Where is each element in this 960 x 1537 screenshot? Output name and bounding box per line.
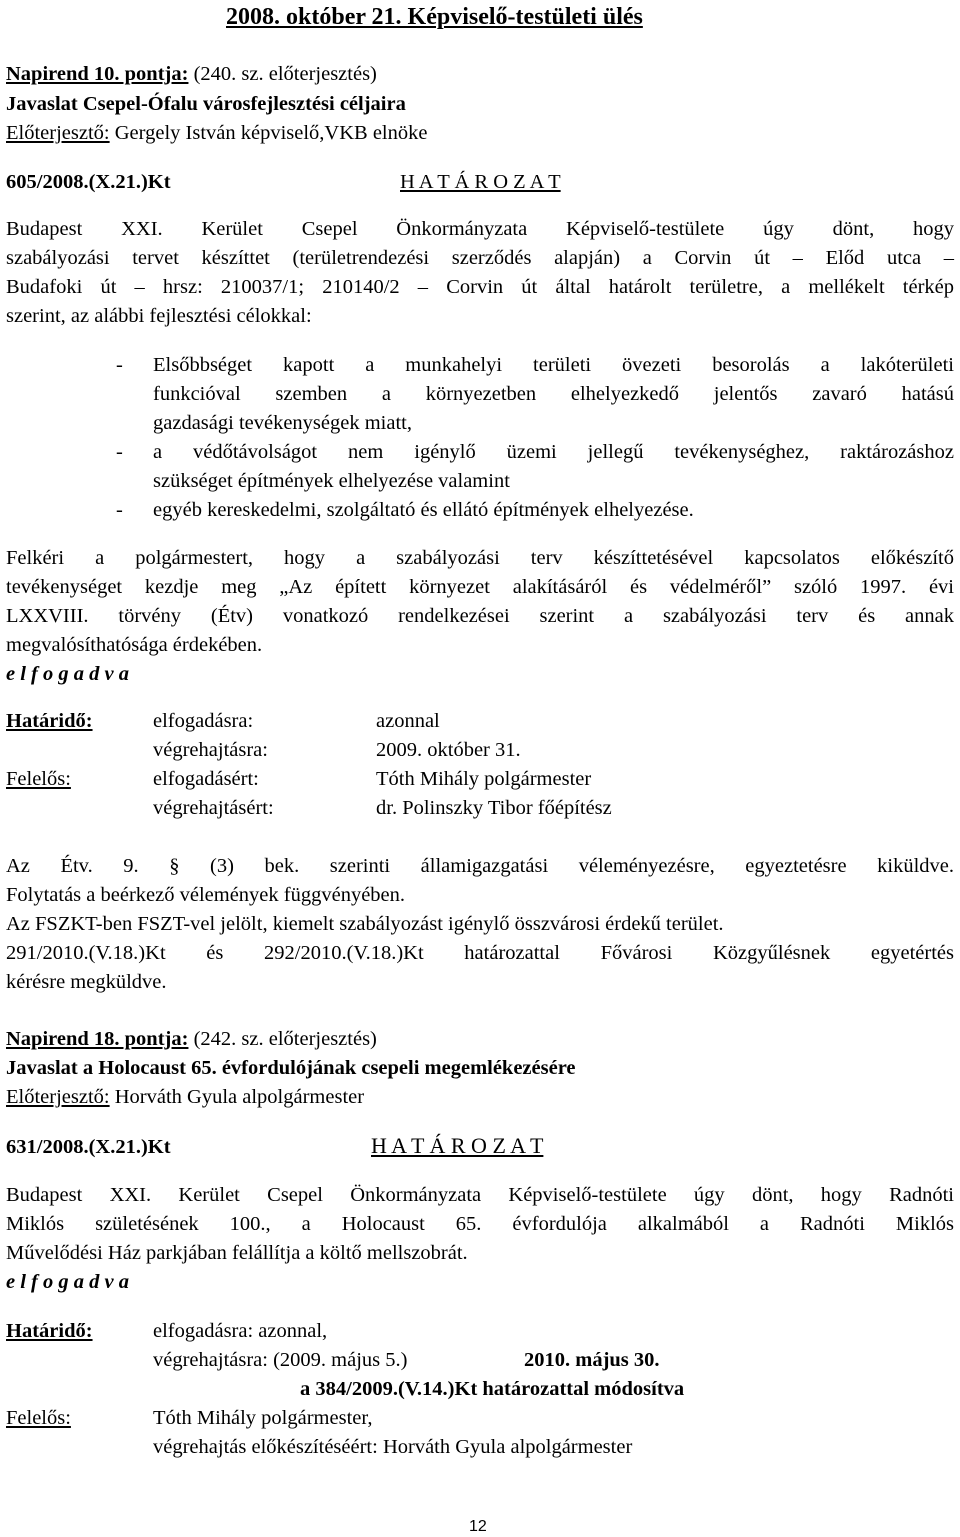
presenter-name: Gergely István képviselő,VKB elnöke: [114, 122, 428, 144]
bullet-line: gazdasági tevékenységek miatt,: [153, 412, 412, 434]
bullet-dash: -: [116, 499, 123, 521]
intro-line: Budafoki út – hrsz: 210037/1; 210140/2 – Corvin út által határolt területre, a mellékelt térkép: [6, 276, 954, 298]
adopted-mark: e l f o g a d v a: [6, 663, 129, 685]
intro-line: Budapest XXI. Kerület Csepel Önkormányzata Képviselő-testülete úgy dönt, hogy: [6, 218, 954, 240]
deadline-label: Határidő:: [6, 710, 93, 732]
agenda-label: Napirend 10. pontja:: [6, 63, 189, 85]
deadline-row-label: végrehajtásra:: [153, 739, 268, 761]
deadline-row-value: azonnal: [376, 710, 440, 732]
presenter-line: [6, 123, 427, 144]
agenda-label: Napirend 18. pontja:: [6, 1028, 189, 1050]
intro-line: szabályozási tervet készíttet (területrendezési szerződés alapján) a Corvin út – Előd utca –: [6, 247, 954, 269]
request-line: megvalósíthatósága érdekében.: [6, 634, 263, 656]
adopted-mark: e l f o g a d v a: [6, 1271, 129, 1293]
responsible-row: Tóth Mihály polgármester,: [153, 1407, 373, 1429]
responsible-label: Felelős:: [6, 768, 71, 790]
page-header: 2008. október 21. Képviselő-testületi ülés: [226, 4, 643, 30]
deadline-amendment: a 384/2009.(V.14.)Kt határozattal módosítva: [300, 1378, 685, 1400]
deadline-label: Határidő:: [6, 1320, 93, 1342]
deadline-row: elfogadásra: azonnal,: [153, 1320, 328, 1342]
presenter-label: Előterjesztő:: [6, 1086, 110, 1108]
bullet-dash: -: [116, 354, 123, 376]
presenter-name: Horváth Gyula alpolgármester: [114, 1086, 365, 1108]
request-line: Felkéri a polgármestert, hogy a szabályozási terv készíttetésével kapcsolatos előkészítő: [6, 547, 954, 569]
body-line: Művelődési Ház parkjában felállítja a költő mellszobrát.: [6, 1242, 468, 1264]
responsible-row-value: Tóth Mihály polgármester: [376, 768, 592, 790]
bullet-line: a védőtávolságot nem igénylő üzemi jellegű tevékenységhez, raktározáshoz: [153, 441, 954, 463]
page-number: 12: [469, 1518, 487, 1535]
agenda-line-2: [6, 1029, 377, 1050]
responsible-row: végrehajtás előkészítéséért: Horváth Gyula alpolgármester: [153, 1436, 633, 1458]
responsible-row-label: végrehajtásért:: [153, 797, 274, 819]
body-line: Budapest XXI. Kerület Csepel Önkormányzata Képviselő-testülete úgy dönt, hogy Radnóti: [6, 1184, 954, 1206]
request-line: LXXVIII. törvény (Étv) vonatkozó rendelkezései szerint a szabályozási terv és annak: [6, 605, 954, 627]
body-line: Miklós születésének 100., a Holocaust 65. évfordulója alkalmából a Radnóti Miklós: [6, 1213, 954, 1235]
deadline-row-label: elfogadásra:: [153, 710, 254, 732]
agenda-line-1: [6, 64, 377, 85]
presenter-label: Előterjesztő:: [6, 122, 110, 144]
note-line: 291/2010.(V.18.)Kt és 292/2010.(V.18.)Kt határozattal Fővárosi Közgyűlésnek egyetértés: [6, 942, 954, 964]
note-line: Az Étv. 9. § (3) bek. szerinti államigazgatási véleményezésre, egyeztetésre kiküldve.: [6, 855, 954, 877]
deadline-row-value: 2009. október 31.: [376, 739, 521, 761]
responsible-row-value: dr. Polinszky Tibor főépítész: [376, 797, 612, 819]
item-title: Javaslat a Holocaust 65. évfordulójának csepeli megemlékezésére: [6, 1057, 576, 1079]
agenda-ref: (240. sz. előterjesztés): [193, 63, 377, 85]
note-line: kérésre megküldve.: [6, 971, 167, 993]
bullet-line: szükséget építmények elhelyezése valamint: [153, 470, 510, 492]
request-line: tevékenységet kezdje meg „Az épített környezet alakításáról és védelméről” szóló 1997. évi: [6, 576, 954, 598]
deadline-row: végrehajtásra: (2009. május 5.): [153, 1349, 408, 1371]
note-line: Folytatás a beérkező vélemények függvényében.: [6, 884, 406, 906]
intro-line: szerint, az alábbi fejlesztési célokkal:: [6, 305, 312, 327]
resolution-number: 605/2008.(X.21.)Kt: [6, 171, 171, 193]
bullet-line: egyéb kereskedelmi, szolgáltató és ellátó építmények elhelyezése.: [153, 499, 694, 521]
decision-heading: H A T Á R O Z A T: [400, 171, 561, 193]
responsible-label: Felelős:: [6, 1407, 71, 1429]
responsible-row-label: elfogadásért:: [153, 768, 259, 790]
deadline-new-date: 2010. május 30.: [524, 1349, 660, 1371]
resolution-number: 631/2008.(X.21.)Kt: [6, 1136, 171, 1158]
agenda-ref: (242. sz. előterjesztés): [193, 1028, 377, 1050]
note-line: Az FSZKT-ben FSZT-vel jelölt, kiemelt szabályozást igénylő összvárosi érdekű terület.: [6, 913, 724, 935]
item-title: Javaslat Csepel-Ófalu városfejlesztési céljaira: [6, 93, 406, 115]
decision-heading: H A T Á R O Z A T: [371, 1133, 544, 1158]
bullet-line: Elsőbbséget kapott a munkahelyi területi övezeti besorolás a lakóterületi: [153, 354, 954, 376]
presenter-line: [6, 1087, 364, 1108]
bullet-line: funkcióval szemben a környezetben elhelyezkedő jelentős zavaró hatású: [153, 383, 954, 405]
bullet-dash: -: [116, 441, 123, 463]
